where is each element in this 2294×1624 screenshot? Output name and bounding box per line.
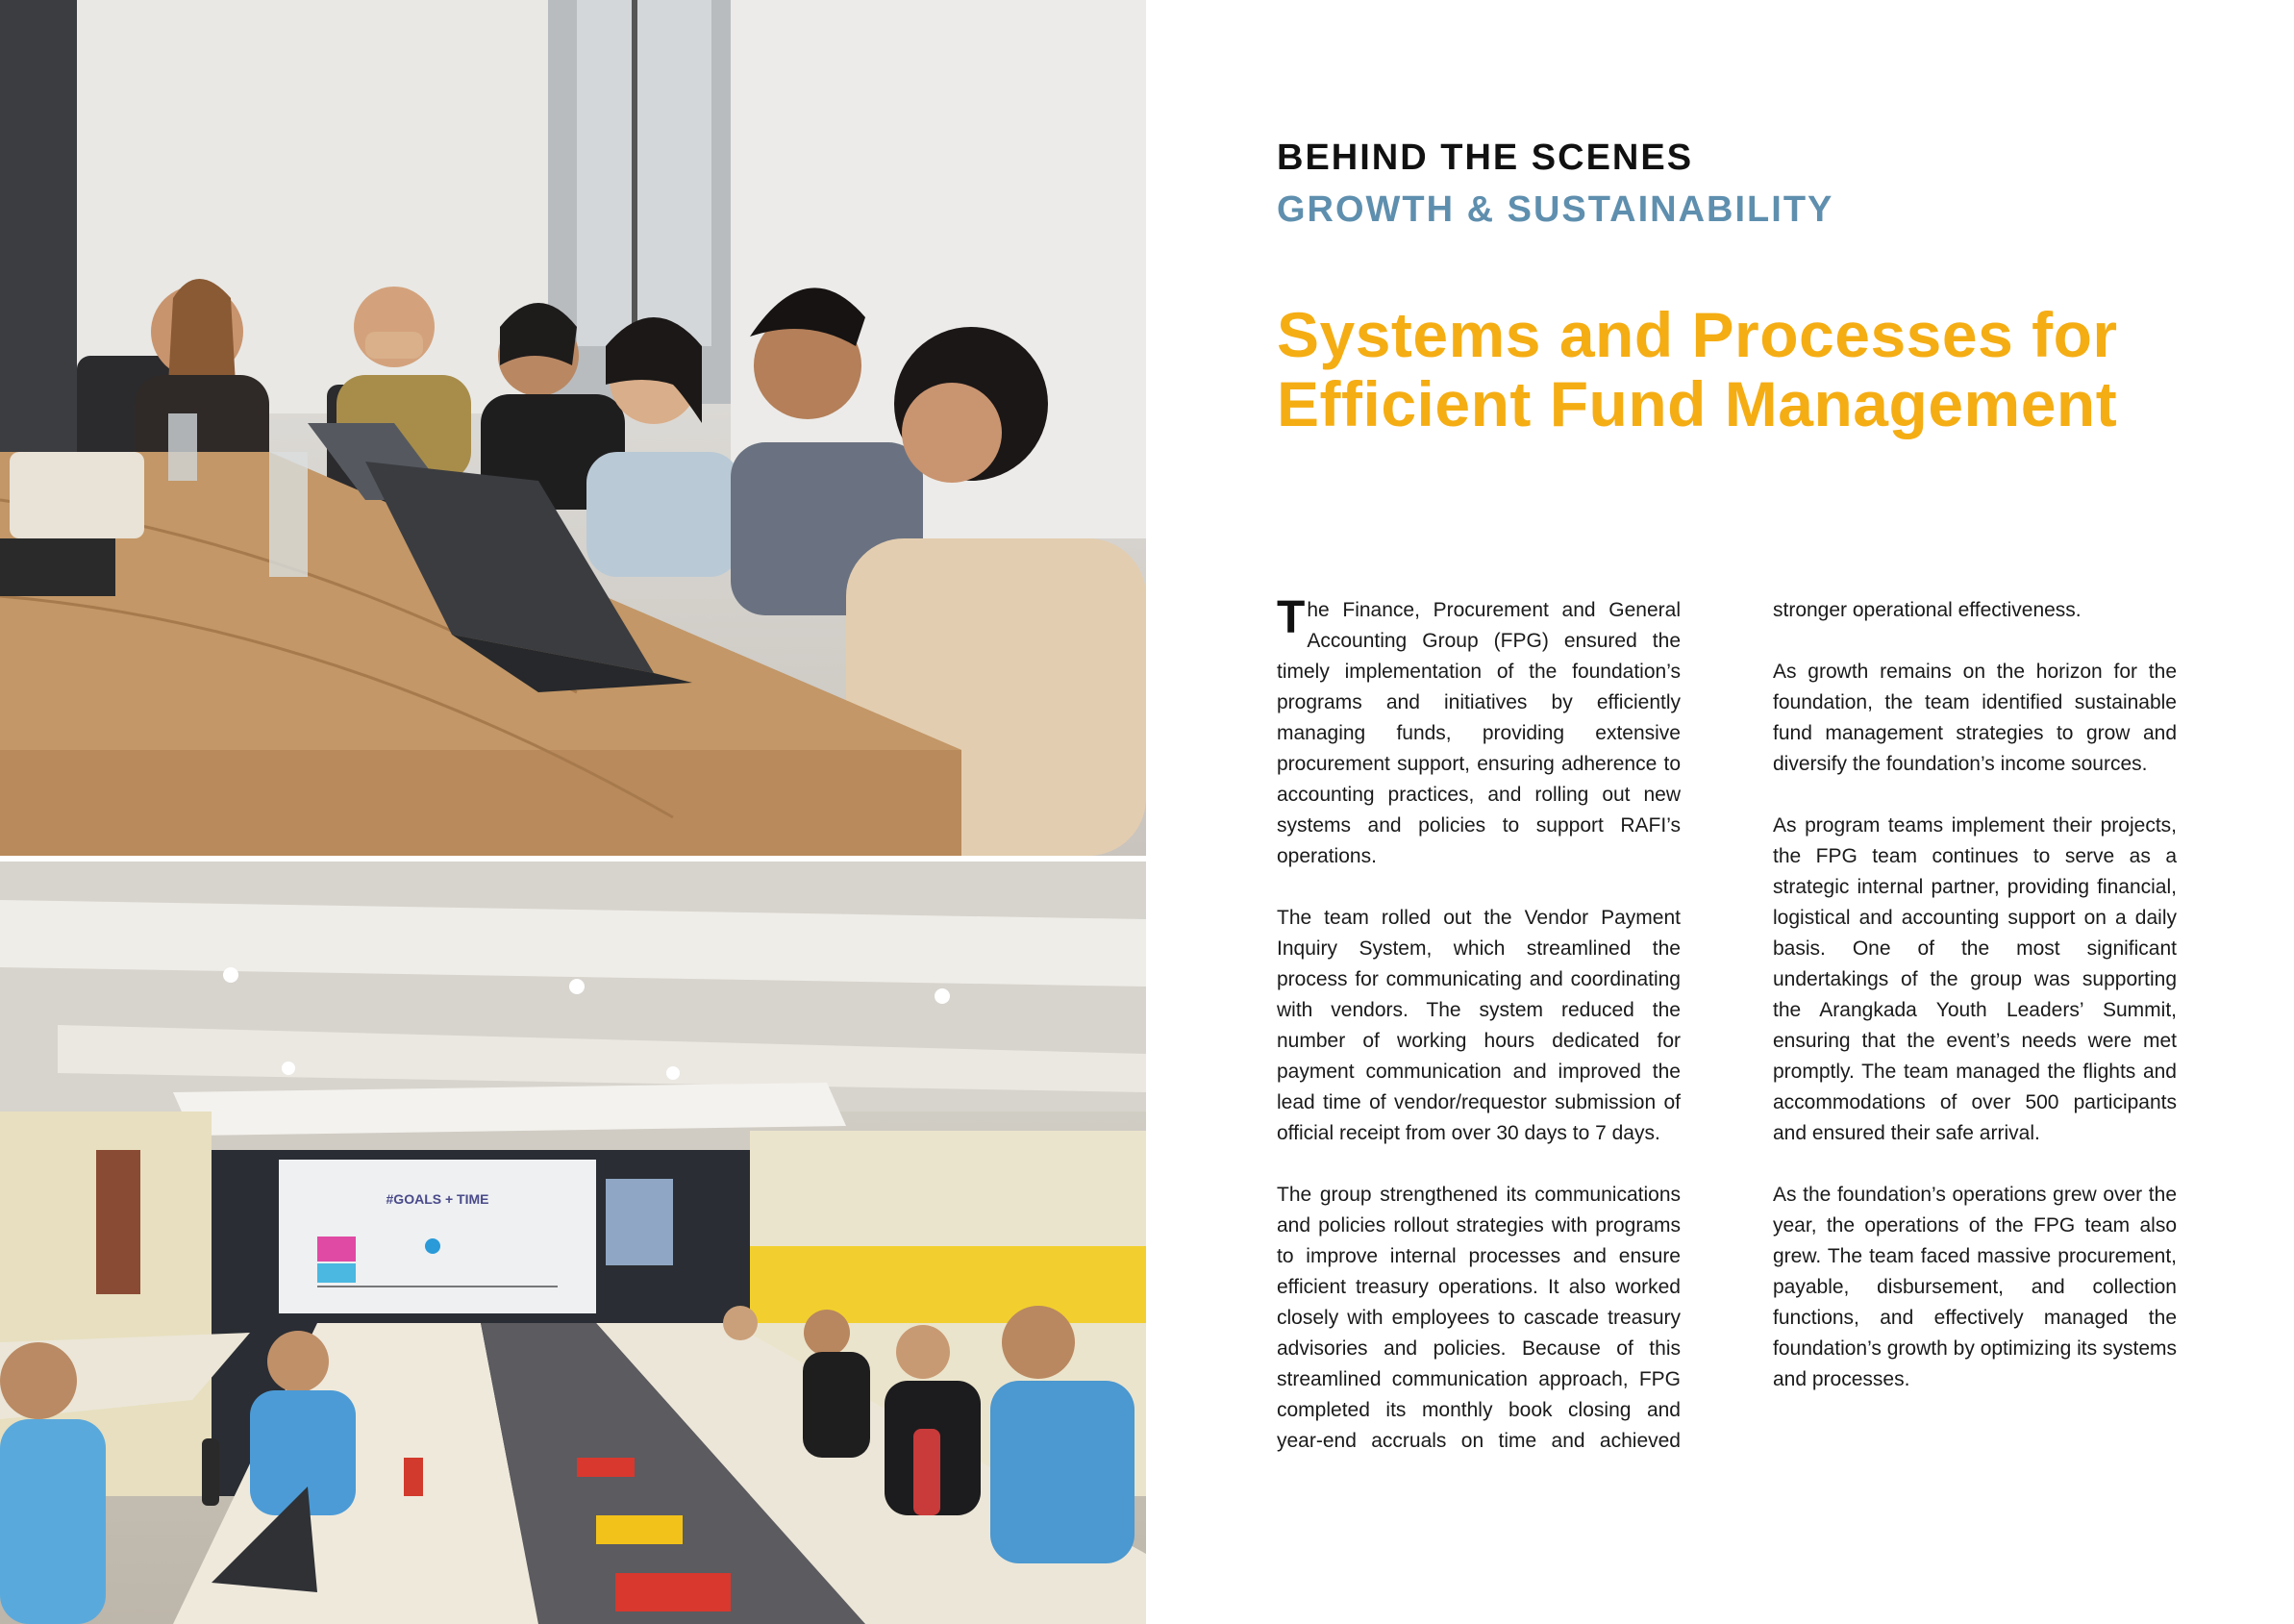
drop-cap: T bbox=[1277, 592, 1306, 643]
headline-line-2: Efficient Fund Management bbox=[1277, 368, 2118, 439]
meeting-photo-top-illustration bbox=[0, 0, 1146, 856]
body-column-right bbox=[1773, 595, 2177, 1426]
paragraph-1-text: he Finance, Procurement and General Accounting Group (FPG) ensured the timely implementation of the foundation’s programs and initiatives by efficiently managing funds, providing extensive procurement support, ensuring adherence to accounting practices, and rolling out new systems and policies to support RAFI’s operations. bbox=[1277, 599, 1681, 867]
paragraph-2: The team rolled out the Vendor Payment Inquiry System, which streamlined the process for communicating and coordinating with vendors. The system reduced the number of working hours dedicated for payment communication and improved the lead time of vendor/requestor submission of official receipt from over 30 days to 7 days. bbox=[1277, 907, 1681, 1144]
meeting-photo-bottom-illustration bbox=[0, 862, 1146, 1624]
headline-line-1: Systems and Processes for bbox=[1277, 299, 2118, 370]
screen-slide-title: #GOALS + TIME bbox=[386, 1191, 489, 1207]
paragraph-4: As growth remains on the horizon for the foundation, the team identified sustainable fund management strategies to grow and diversify the foundation’s income sources. bbox=[1773, 661, 2177, 775]
paragraph-6: As the foundation’s operations grew over the year, the operations of the FPG team also grew. The team faced massive procurement, payable, disbursement, and collection functions, and effectively managed the foundation’s growth by optimizing its systems and processes. bbox=[1773, 1184, 2177, 1390]
paragraph-3-continued: stronger operational effectiveness. bbox=[1773, 599, 2082, 621]
body-column-left bbox=[1277, 592, 1681, 1487]
paragraph-3: The group strengthened its communications and policies rollout strategies with programs to improve internal processes and ensure efficient treasury operations. It also worked closely with employees to cascade treasury advisories and policies. Because of this streamlined communication approach, FPG completed its monthly book closing and year-end accruals on time and achieved bbox=[1277, 1184, 1681, 1452]
meeting-photo-bottom bbox=[0, 862, 1146, 1624]
kicker-heading: BEHIND THE SCENES bbox=[1277, 137, 1694, 178]
paragraph-5: As program teams implement their projects, the FPG team continues to serve as a strategic internal partner, providing financial, logistical and accounting support on a daily basis. One of the most significant undertakings of the group was supporting the Arangkada Youth Leaders’ Summit, ensuring that the event’s needs were met promptly. The team managed the flights and accommodations of over 500 participants and ensured their safe arrival. bbox=[1773, 814, 2177, 1144]
section-heading: GROWTH & SUSTAINABILITY bbox=[1277, 189, 1834, 230]
paragraph-1 bbox=[1277, 592, 1681, 872]
meeting-photo-top bbox=[0, 0, 1146, 856]
article-headline bbox=[1277, 300, 2238, 438]
